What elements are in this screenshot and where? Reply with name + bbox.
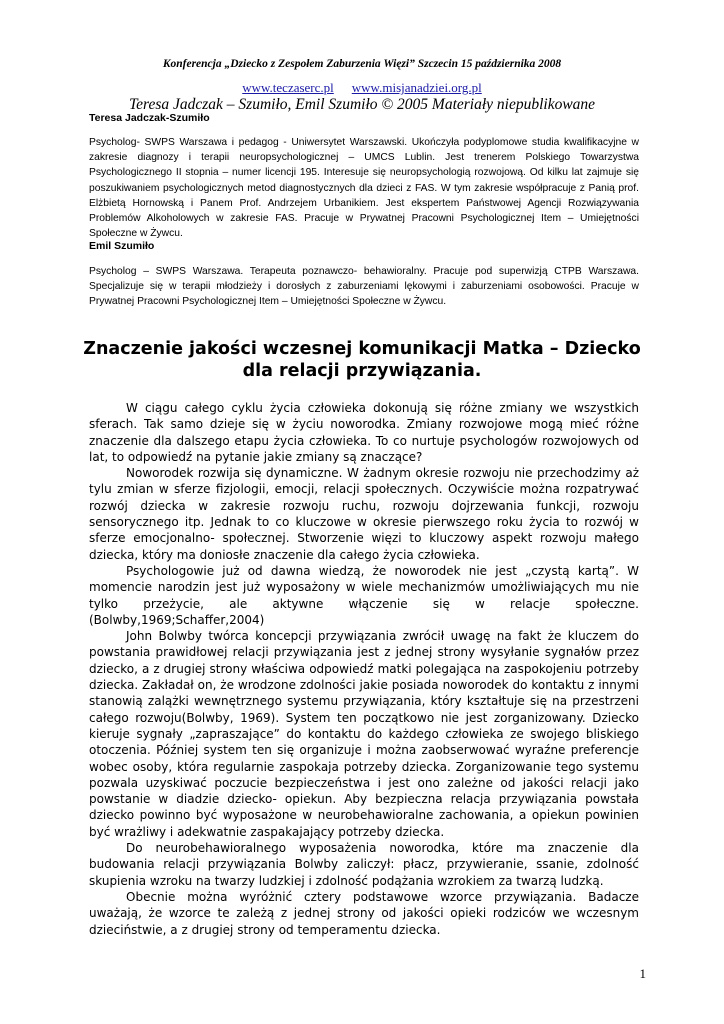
conference-header: Konferencja „Dziecko z Zespołem Zaburzenia Więzi” Szczecin 15 października 2008: [162, 58, 562, 70]
bio-emil: [89, 240, 639, 310]
paragraph: Obecnie można wyróżnić cztery podstawowe wzorce przywiązania. Badacze uważają, że wzorce te zależą z jednej strony od jakości opieki rodziców we wczesnym dzieciństwie, a z drugiej strony od temperamentu dziecka.: [89, 889, 639, 937]
title-line-1: Znaczenie jakości wczesnej komunikacji Matka – Dziecko: [83, 339, 641, 359]
bio-name: Teresa Jadczak-Szumiło: [89, 112, 210, 124]
page-number: 1: [639, 966, 646, 981]
link-teczaserc[interactable]: www.teczaserc.pl: [242, 80, 334, 95]
authors-copyright-line: Teresa Jadczak – Szumiło, Emil Szumiło © 2005 Materiały niepublikowane: [128, 96, 596, 113]
article-body: [89, 400, 639, 938]
bio-text: Psycholog – SWPS Warszawa. Terapeuta poznawczo- behawioralny. Pracuje pod superwizją CTPB Warszawa. Specjalizuje się w terapii młodzieży i dorosłych z zaburzeniami lękowymi i zaburzeniami osobowości. Pracuje w Prywatnej Pracowni Psychologicznej Item – Umiejętności Społeczne w Żywcu.: [89, 266, 639, 308]
bio-name: Emil Szumiło: [89, 240, 155, 252]
bio-text: Psycholog- SWPS Warszawa i pedagog - Uniwersytet Warszawski. Ukończyła podyplomowe studia kwalifikacyjne w zakresie diagnozy i terapii neuropsychologicznej – UMCS Lublin. Jest trenerem Polskiego Towarzystwa Psychologicznego II stopnia – numer licencji 195. Interesuje się neuropsychologią rozwojową. Od kilku lat zajmuje się poszukiwaniem psychologicznych metod diagnostycznych dla dzieci z FAS. W tym zakresie współpracuje z Panią prof. Elżbietą Hornowską i Panem Prof. Andrzejem Urbanikiem. Jest ekspertem Państwowej Agencji Rozwiązywania Problemów Alkoholowych w zakresie FAS. Pracuje w Prywatnej Pracowni Psychologicznej Item – Umiejętności Społeczne w Żywcu.: [89, 137, 639, 240]
title-line-2: dla relacji przywiązania.: [242, 361, 482, 381]
bio-teresa: [89, 112, 639, 241]
header-links: [0, 80, 724, 96]
paragraph: Psychologowie już od dawna wiedzą, że noworodek nie jest „czystą kartą”. W momencie narodzin jest już wyposażony w wiele mechanizmów umożliwiających mu nie tylko przeżycie, ale aktywne włączenie się w relacje społeczne.(Bolwby,1969;Schaffer,2004): [89, 563, 639, 627]
article-title: [0, 338, 724, 382]
paragraph: Noworodek rozwija się dynamiczne. W żadnym okresie rozwoju nie przechodzimy aż tylu zmian w sferze fizjologii, emocji, relacji społecznych. Oczywiście można rozpatrywać rozwój dziecka w zakresie rozwoju ruchu, rozwoju dojrzewania funkcji, rozwoju sensorycznego itp. Jednak to co kluczowe w okresie pierwszego roku życia to rozwój w sferze emocjonalno- społecznej. Stworzenie więzi to kluczowy aspekt rozwoju małego dziecka, który ma doniosłe znaczenie dla całego życia człowieka.: [89, 466, 639, 562]
link-misjanadziei[interactable]: www.misjanadziei.org.pl: [351, 80, 482, 95]
paragraph: W ciągu całego cyklu życia człowieka dokonują się różne zmiany we wszystkich sferach. Tak samo dzieje się w życiu noworodka. Zmiany rozwojowe mogą mieć różne znaczenie dla dalszego etapu życia człowieka. To co nurtuje psychologów rozwojowych od lat, to odpowiedź na pytanie jakie zmiany są znaczące?: [89, 401, 639, 464]
paragraph: John Bolwby twórca koncepcji przywiązania zwrócił uwagę na fakt że kluczem do powstania prawidłowej relacji przywiązania jest z jednej strony wysyłanie sygnałów przez dziecko, a z drugiej strony właściwa odpowiedź matki polegająca na zaspokojeniu potrzeby dziecka. Zakładał on, że wrodzone zdolności jakie posiada noworodek do kontaktu z innymi stanowią zalążki wewnętrznego systemu przywiązania, który kształtuje się na przestrzeni całego rozwoju(Bolwby, 1969). System ten początkowo nie jest zorganizowany. Dziecko kieruje sygnały „zapraszające” do kontaktu do każdego człowieka ze swojego bliskiego otoczenia. Później system ten się organizuje i można zaobserwować wyraźne preferencje wobec osoby, która regularnie zaspokaja potrzeby dziecka. Zorganizowanie tego systemu pozwala uzyskiwać poczucie bezpieczeństwa i jest ono zależne od jakości relacji jako powstanie w diadzie dziecko- opiekun. Aby bezpieczna relacja przywiązania powstała dziecko powinno być wyposażone w neurobehawioralne zachowania, a opiekun powinien być wrażliwy i adekwatnie zaspakajający potrzeby dziecka.: [89, 629, 639, 839]
paragraph: Do neurobehawioralnego wyposażenia noworodka, które ma znaczenie dla budowania relacji przywiązania Bolwby zaliczył: płacz, przywieranie, ssanie, zdolność skupienia wzroku na twarzy ludzkiej i zdolność podążania wzrokiem za twarzą ludzką.: [89, 841, 639, 888]
